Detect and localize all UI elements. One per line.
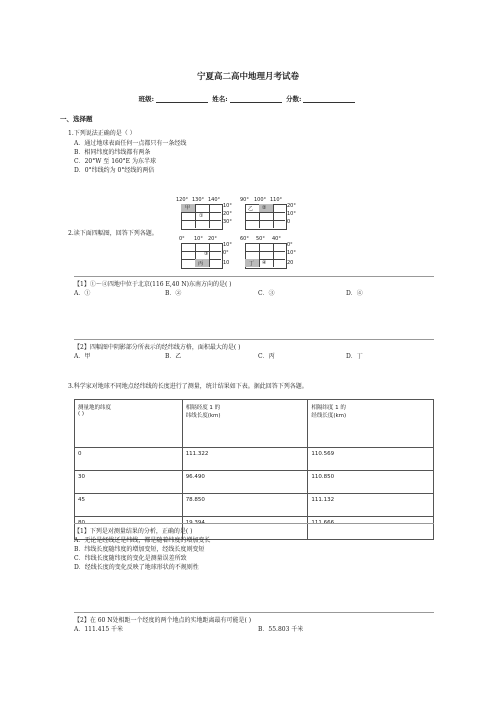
header-parallel: 相隔经度 1 的 — [185, 405, 221, 411]
map4-lat-2: 10° — [287, 250, 296, 256]
table-row — [75, 448, 434, 471]
table-cell: 19.394 — [182, 517, 308, 540]
map4-lon-1: 60° — [240, 236, 249, 242]
map3-lat-3: 10 — [223, 260, 230, 266]
student-info — [0, 94, 496, 103]
divider — [74, 523, 434, 524]
section-heading: 一、选择题 — [60, 115, 93, 123]
q2-sub2-stem: 【2】四幅图中阴影部分所表示的经纬线方格，面积最大的是( ) — [74, 344, 241, 351]
map1-lat-2: 20° — [223, 211, 232, 217]
name-label: 姓名: — [212, 95, 228, 103]
q2-sub1-option-c[interactable]: C．③ — [258, 290, 275, 297]
map4-lon-2: 50° — [256, 236, 265, 242]
map3-lon-3: 20° — [208, 236, 217, 242]
map3-point-3: ③ — [204, 251, 209, 257]
map4-lat-1: 0° — [287, 242, 293, 248]
q3-stem: 3.科学家对地球不同地点经纬线的长度进行了测量，统计结果如下表。据此回答下列各题。 — [68, 383, 308, 390]
score-blank[interactable] — [303, 95, 355, 103]
header-latitude-unit: ( ) — [78, 411, 85, 417]
map3-lat-1: 10° — [223, 242, 232, 248]
map1-line — [181, 220, 221, 221]
table-cell: 45 — [75, 494, 183, 517]
map4-lat-3: 20 — [287, 260, 294, 266]
map1-lat-1: 10° — [223, 203, 232, 209]
divider — [74, 276, 434, 277]
q1-option-d[interactable]: D．0°纬线约为 0°经线的两倍 — [74, 167, 155, 174]
map3-lon-1: 0° — [179, 236, 185, 242]
table-cell: 80 — [75, 517, 183, 540]
q2-sub1-option-b[interactable]: B．② — [165, 290, 182, 297]
map3-cell-bing: 丙 — [198, 261, 204, 267]
q2-sub1-option-d[interactable]: D．④ — [346, 290, 363, 297]
q2-sub1-stem: 【1】①～④四地中位于北京(116 E,40 N)东南方向的是( ) — [74, 281, 232, 288]
divider — [74, 612, 434, 613]
map2-point-2: ② — [262, 205, 267, 211]
map2-cell-yi: 乙 — [248, 206, 254, 212]
map2-lat-1: 20° — [287, 203, 296, 209]
measurement-table — [74, 399, 434, 540]
page-title: 宁夏高二高中地理月考试卷 — [196, 72, 299, 82]
q1-option-b[interactable]: B．相同纬度的纬线都有两条 — [74, 149, 151, 156]
divider — [74, 339, 434, 340]
map1-lon-2: 130° — [192, 197, 205, 203]
map4-point-4: ④ — [262, 260, 267, 266]
map2-lon-1: 90° — [240, 197, 249, 203]
map3-line — [181, 251, 221, 252]
table-cell: 111.132 — [308, 494, 434, 517]
q1-option-c[interactable]: C．20°W 至 160°E 为东半球 — [74, 158, 156, 165]
header-parallel-unit: 纬线长度(km) — [185, 413, 221, 419]
map-2 — [240, 197, 300, 233]
q3-sub2-stem: 【2】在 60 N处相距一个经度的两个地点的实地距离最有可能是( ) — [74, 617, 252, 624]
table-header-row — [75, 400, 434, 448]
header-meridian: 相隔纬度 1 的 — [311, 405, 346, 411]
map2-lon-2: 100° — [254, 197, 267, 203]
name-blank[interactable] — [230, 95, 282, 103]
map1-cell-jia: 甲 — [185, 205, 191, 211]
map2-lat-2: 10° — [287, 211, 296, 217]
table-header-cell — [75, 400, 183, 448]
q1-stem: 1.下列说法正确的是（ ） — [68, 130, 136, 137]
score-label: 分数: — [285, 95, 302, 103]
table-header-cell — [182, 400, 308, 448]
table-row — [75, 494, 434, 517]
q3-sub1-option-b[interactable]: B．纬线长度随纬度的增加变短，经线长度则变短 — [74, 546, 205, 553]
map3-lat-2: 0° — [223, 250, 229, 256]
table-cell: 96.490 — [182, 471, 308, 494]
map1-lat-3: 30° — [223, 219, 232, 225]
table-cell: 111.666 — [308, 517, 434, 540]
map3-line — [209, 243, 210, 267]
table-cell: 30 — [75, 471, 183, 494]
table-header-cell — [308, 400, 434, 448]
class-label: 班级: — [138, 95, 155, 103]
map1-line — [195, 204, 196, 228]
q3-sub1-option-c[interactable]: C．纬线长度随纬度的变化是测量误差所致 — [74, 555, 187, 562]
q3-sub1-option-a[interactable]: A．无论是经线还是纬线，都是随着纬度的增加变长 — [74, 537, 211, 544]
header-latitude: 测量地的纬度 — [78, 405, 112, 411]
table-cell: 78.850 — [182, 494, 308, 517]
map-3 — [176, 236, 236, 272]
class-blank[interactable] — [156, 95, 208, 103]
map4-cell-ding: 丁 — [249, 261, 255, 267]
map2-line — [273, 204, 274, 228]
map2-line — [245, 220, 285, 221]
map1-lon-3: 140° — [208, 197, 221, 203]
map-4 — [240, 236, 300, 272]
table-row — [75, 471, 434, 494]
q3-sub2-option-b[interactable]: B．55.803 千米 — [258, 626, 304, 633]
q1-option-a[interactable]: A．通过地球表面任何一点都只有一条经线 — [74, 140, 187, 147]
map2-line — [245, 212, 285, 213]
table-cell: 110.569 — [308, 448, 434, 471]
table-cell: 0 — [75, 448, 183, 471]
q3-sub2-option-a[interactable]: A．111.415 千米 — [74, 626, 124, 633]
q2-sub2-option-a[interactable]: A．甲 — [74, 353, 91, 360]
map4-line — [273, 243, 274, 267]
map4-line — [245, 251, 285, 252]
q2-sub2-option-c[interactable]: C．丙 — [258, 353, 275, 360]
q2-sub2-option-b[interactable]: B．乙 — [165, 353, 182, 360]
map2-lon-3: 110° — [270, 197, 283, 203]
map2-lat-3: 0 — [287, 219, 291, 225]
header-meridian-unit: 经线长度(km) — [311, 413, 347, 419]
map4-line — [259, 243, 260, 267]
map1-line — [209, 204, 210, 228]
map-1 — [176, 197, 236, 233]
q2-sub1-option-a[interactable]: A．① — [74, 290, 91, 297]
table-cell: 111.322 — [182, 448, 308, 471]
q2-stem: 2.读下面四幅图，回答下列各题。 — [68, 230, 158, 237]
q3-sub1-option-d[interactable]: D．经线长度的变化反映了地球形状的不规则性 — [74, 564, 199, 571]
map4-lon-3: 40° — [272, 236, 281, 242]
q3-sub1-stem: 【1】下列是对测量结果的分析，正确的是( ) — [74, 528, 193, 535]
map1-lon-1: 120° — [176, 197, 189, 203]
table-cell: 110.850 — [308, 471, 434, 494]
map1-point-1: ① — [199, 213, 204, 219]
q2-sub2-option-d[interactable]: D．丁 — [346, 353, 363, 360]
map3-lon-2: 10° — [194, 236, 203, 242]
